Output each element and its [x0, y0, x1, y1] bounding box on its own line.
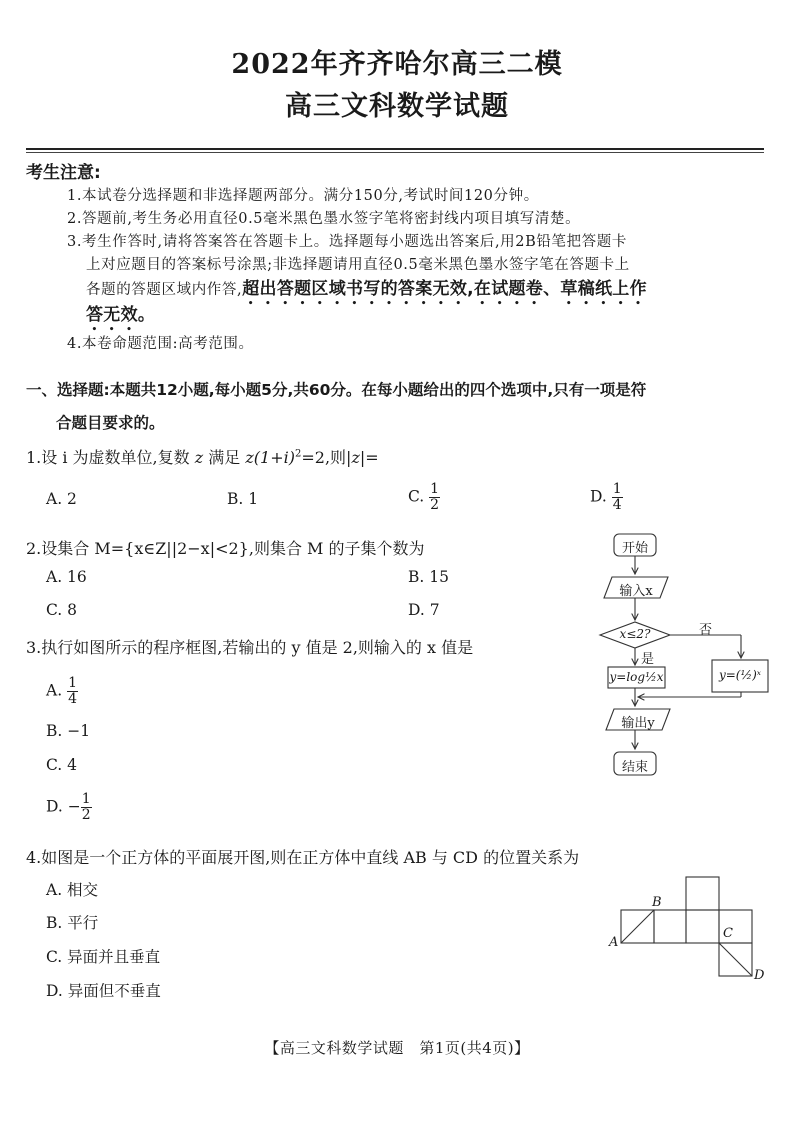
- section-heading: 一、选择题:本题共12小题,每小题5分,共60分。在每小题给出的四个选项中,只有一项是符: [26, 381, 647, 399]
- question-2-option-a[interactable]: A. 16: [46, 568, 87, 586]
- cube-label-c: C: [723, 926, 733, 941]
- question-1-option-b[interactable]: B. 1: [227, 490, 259, 508]
- page-footer: 【高三文科数学试题 第1页(共4页)】: [264, 1039, 530, 1057]
- question-1-option-c[interactable]: C. $\frac{1}{2}$: [408, 481, 440, 513]
- flowchart-no-label: 否: [699, 623, 713, 638]
- notice-heading: 考生注意:: [26, 163, 101, 183]
- question-4-option-d[interactable]: D. 异面但不垂直: [46, 982, 161, 1000]
- cube-label-d: D: [754, 968, 765, 983]
- question-3-option-c[interactable]: C. 4: [46, 756, 78, 774]
- flowchart-input: 输入x: [619, 584, 653, 599]
- exam-subtitle: 高三文科数学试题: [285, 91, 509, 122]
- question-3-option-b[interactable]: B. −1: [46, 722, 91, 740]
- flowchart-output: 输出y: [621, 716, 655, 731]
- notice-period: 。: [137, 305, 156, 325]
- question-1-option-a[interactable]: A. 2: [46, 490, 77, 508]
- question-2-option-c[interactable]: C. 8: [46, 601, 78, 619]
- question-3-option-a[interactable]: A. $\frac{1}{4}$: [46, 675, 77, 707]
- notice-emphasis-2: 在试题卷、草稿纸上作: [473, 279, 647, 299]
- notice-item-2: 2.答题前,考生务必用直径0.5毫米黑色墨水签字笔将密封线内项目填写清楚。: [67, 211, 581, 227]
- notice-item-3: 3.考生作答时,请将答案答在答题卡上。选择题每小题选出答案后,用2B铅笔把答题卡: [67, 234, 627, 250]
- notice-comma: ,: [467, 279, 474, 299]
- question-4-stem: 4.如图是一个正方体的平面展开图,则在正方体中直线 AB 与 CD 的位置关系为: [26, 848, 580, 867]
- question-3-stem: 3.执行如图所示的程序框图,若输出的 y 值是 2,则输入的 x 值是: [26, 638, 474, 657]
- question-4-option-c[interactable]: C. 异面并且垂直: [46, 948, 161, 966]
- exam-title: 2022年齐齐哈尔高三二模: [231, 49, 563, 80]
- question-2-stem: 2.设集合 M={x∈Z||2−x|<2},则集合 M 的子集个数为: [26, 539, 425, 558]
- fraction: $\frac{1}{2}$: [81, 791, 91, 823]
- cube-label-a: A: [609, 935, 619, 950]
- cube-label-b: B: [652, 895, 662, 910]
- question-1-stem: 1.设 i 为虚数单位,复数 z 满足 $z(1+i)^2=2$,则|z|=: [26, 448, 379, 467]
- fraction: $\frac{1}{2}$: [430, 481, 440, 513]
- flowchart-end: 结束: [621, 760, 648, 775]
- flowchart-start: 开始: [621, 541, 648, 556]
- question-2-option-b[interactable]: B. 15: [408, 568, 449, 586]
- notice-emphasis-1: 超出答题区域书写的答案无效: [242, 279, 468, 299]
- notice-item-3-cont: 上对应题目的答案标号涂黑;非选择题请用直径0.5毫米黑色墨水签字笔在答题卡上: [86, 257, 630, 273]
- flowchart-no-branch: y=(½)ˣ: [718, 668, 762, 682]
- question-2-option-d[interactable]: D. 7: [408, 601, 440, 619]
- fraction: $\frac{1}{4}$: [612, 481, 622, 513]
- flowchart-yes-branch: y=log½x: [609, 670, 664, 684]
- notice-emphasis-3: 答无效: [86, 305, 138, 325]
- section-heading-cont: 合题目要求的。: [56, 414, 165, 432]
- question-1-option-d[interactable]: D. $\frac{1}{4}$: [590, 481, 622, 513]
- question-4-option-b[interactable]: B. 平行: [46, 914, 99, 932]
- question-3-option-d[interactable]: D. − $\frac{1}{2}$: [46, 791, 91, 823]
- notice-item-4: 4.本卷命题范围:高考范围。: [67, 336, 254, 352]
- notice-normal-text: 各题的答题区域内作答,: [86, 282, 243, 298]
- fraction: $\frac{1}{4}$: [68, 675, 77, 707]
- flowchart-yes-label: 是: [641, 652, 655, 667]
- question-4-option-a[interactable]: A. 相交: [46, 881, 99, 899]
- flowchart-condition: x≤2?: [619, 627, 651, 641]
- notice-item-1: 1.本试卷分选择题和非选择题两部分。满分150分,考试时间120分钟。: [67, 188, 539, 204]
